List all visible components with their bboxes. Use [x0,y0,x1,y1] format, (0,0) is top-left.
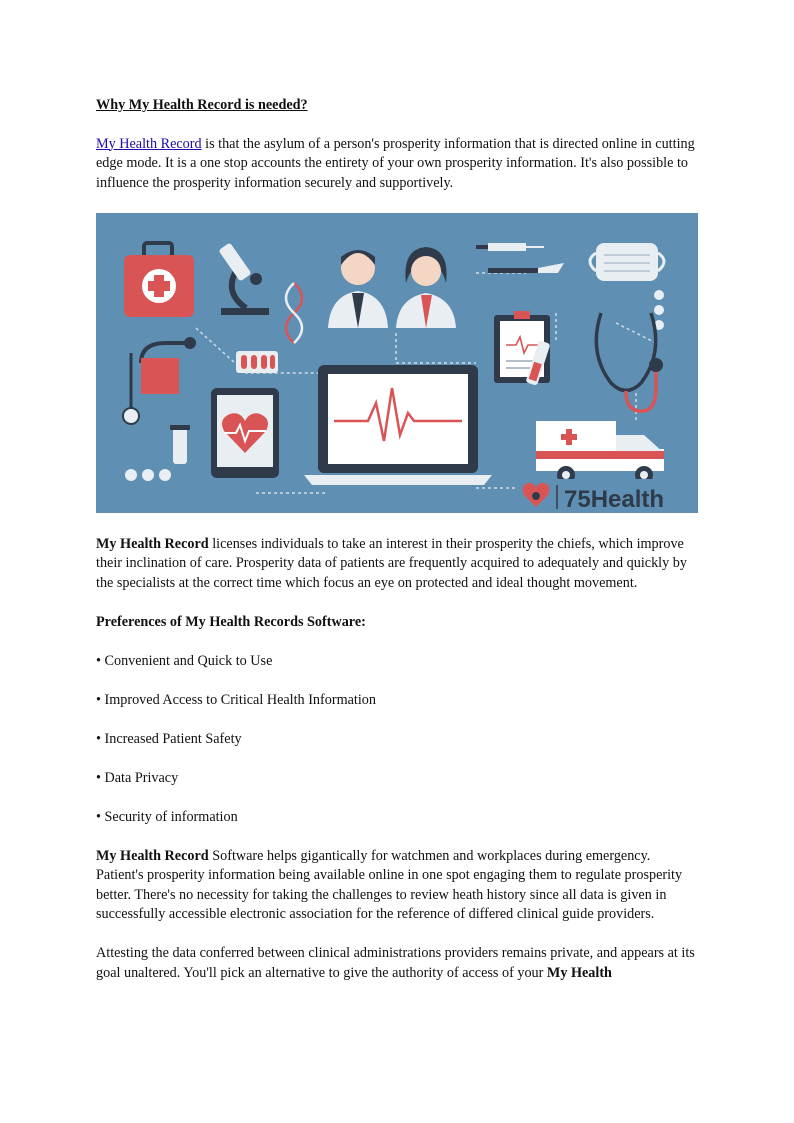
para-licenses-bold: My Health Record [96,535,209,552]
section-subheading: Preferences of My Health Records Software: [96,613,366,630]
brand-logo [516,479,698,513]
para-licenses [96,535,700,594]
tablet-heart-icon [211,388,279,478]
syringe-icon [476,243,564,273]
stethoscope-icon [596,313,663,411]
my-health-record-link[interactable]: My Health Record [96,135,202,152]
bullet-item: • Security of information [96,808,238,825]
para-software-bold: My Health Record [96,847,209,864]
blood-pressure-monitor-icon [123,337,196,424]
intro-text: is that the asylum of a person's prosperity information that is directed online in cutting edge mode. It is a one stop accounts the entirety of your own prosperity information. It's also possible to influence the prosperity information securely and supportively. [96,135,695,191]
dna-icon [286,283,302,343]
health-illustration-svg [96,213,698,513]
bullet-item: • Data Privacy [96,769,179,786]
document-content [96,96,700,1003]
doctors-icon [328,247,456,328]
ambulance-icon [536,421,664,484]
para-software-text: Software helps gigantically for watchmen and workplaces during emergency. Patient's prosperity information being available online in one spot engaging them to regulate prosperity better. There's no necessity for taking the challenges to review heath history since all data is given in successfully accessible electronic association for the reference of differed clinical guide providers. [96,847,683,922]
para-software [96,847,700,925]
health-illustration [96,213,698,513]
bullet-item: • Improved Access to Critical Health Information [96,691,376,708]
first-aid-kit-icon [124,243,194,317]
intro-paragraph [96,135,700,194]
microscope-icon [218,242,269,315]
para-attesting-text: Attesting the data conferred between clinical administrations providers remains private, and appears at its goal unaltered. You'll pick an alternative to give the authority of access of your [96,945,695,981]
laptop-ecg-icon [304,365,492,485]
para-attesting [96,944,700,983]
face-mask-icon [590,243,664,281]
para-licenses-text: licenses individuals to take an interest in their prosperity the chiefs, which improve their inclination of care. Prosperity data of patients are frequently acquired to adequately and quickly by the specialists at the correct time which focus an eye on protected and ideal thought movement. [96,535,687,591]
page-title: Why My Health Record is needed? [96,97,308,113]
para-attesting-bold: My Health [546,964,612,981]
brand-text: 75Health [564,485,665,513]
pills-icon [236,351,278,373]
bullet-item: • Convenient and Quick to Use [96,652,273,669]
test-tube-small-icon [170,425,190,464]
bullet-item: • Increased Patient Safety [96,730,242,747]
